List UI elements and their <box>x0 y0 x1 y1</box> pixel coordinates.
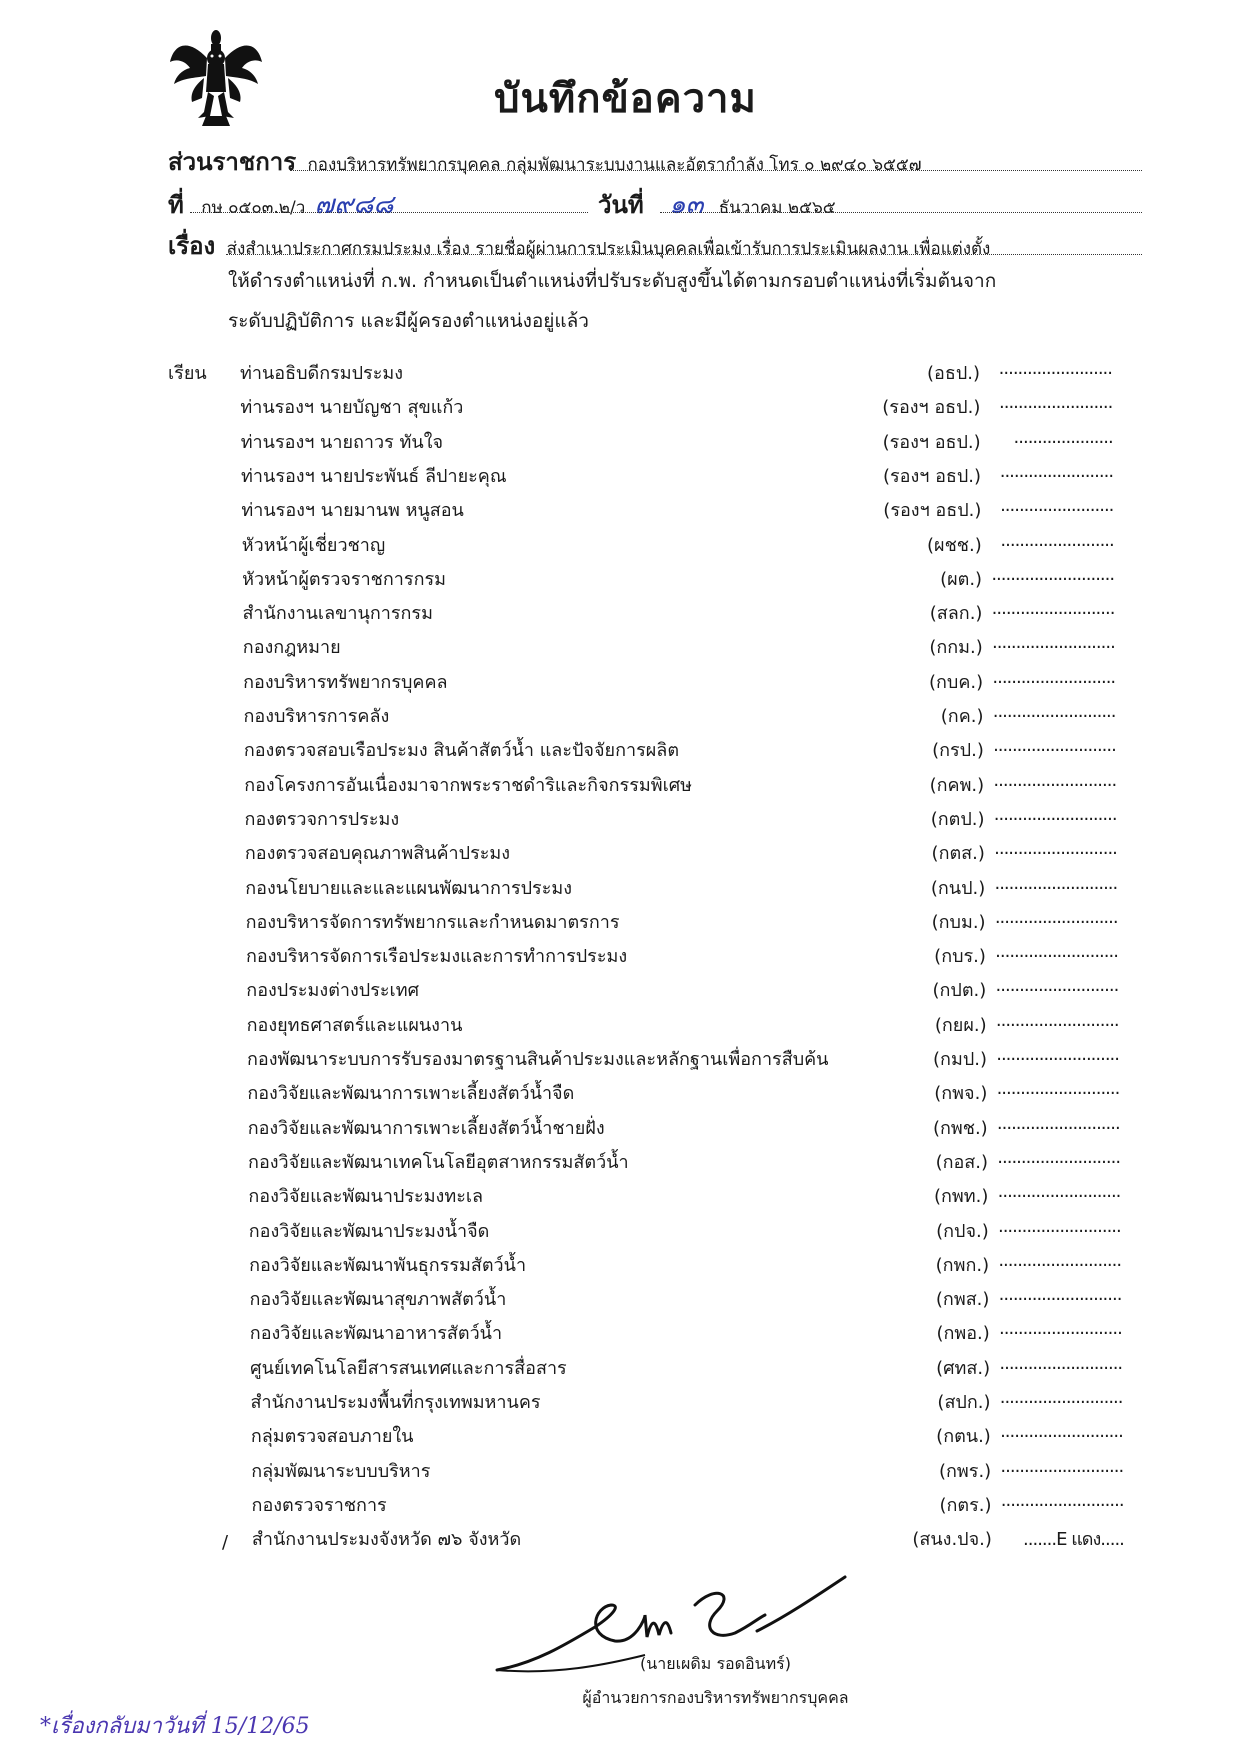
recipient-name: สำนักงานประมงพื้นที่กรุงเทพมหานคร <box>250 1392 541 1413</box>
recipient-receipt-mark: .......................... <box>996 1112 1120 1134</box>
recipient-receipt-mark: .......................... <box>998 1249 1122 1271</box>
subject-row <box>168 226 990 265</box>
recipient-name: กองพัฒนาระบบการรับรองมาตรฐานสินค้าประมงและหลักฐานเพื่อการสืบค้น <box>247 1049 829 1070</box>
recipient-receipt-mark: .......................... <box>1000 1455 1124 1477</box>
recipient-row <box>242 598 1122 632</box>
recipient-name: กองโครงการอันเนื่องมาจากพระราชดำริและกิจกรรมพิเศษ <box>244 774 693 796</box>
document-title: บันทึกข้อความ <box>494 76 757 122</box>
recipient-receipt-mark: .......................... <box>999 1387 1123 1408</box>
recipient-receipt-mark: .......................... <box>993 735 1116 757</box>
recipient-name: กองนโยบายและและแผนพัฒนาการประมง <box>245 877 573 899</box>
recipient-receipt-mark: .......................... <box>998 1284 1122 1306</box>
recipient-row <box>248 1147 1128 1181</box>
recipient-row <box>245 804 1125 838</box>
recipient-name: กองตรวจสอบเรือประมง สินค้าสัตว์น้ำ และปัจจัยการผลิต <box>243 740 680 762</box>
recipient-name: กองวิจัยและพัฒนาประมงน้ำจืด <box>248 1220 490 1242</box>
recipient-abbreviation: (กพส.) <box>935 1289 990 1311</box>
recipient-abbreviation: (กปต.) <box>932 980 987 1002</box>
recipient-row <box>246 941 1126 975</box>
recipient-row <box>245 873 1125 907</box>
recipient-name: กองวิจัยและพัฒนาประมงทะเล <box>248 1186 484 1208</box>
recipient-row <box>248 1181 1128 1215</box>
recipient-row <box>244 701 1124 735</box>
check-mark-slash: / <box>222 1532 229 1553</box>
recipient-row <box>244 735 1124 769</box>
recipient-abbreviation: (กพร.) <box>938 1460 992 1482</box>
recipient-receipt-mark: .......................... <box>995 1009 1119 1031</box>
recipient-receipt-mark: .......................... <box>991 598 1115 620</box>
recipient-receipt-mark: .......................... <box>992 701 1116 722</box>
recipient-abbreviation: (กกม.) <box>929 637 983 659</box>
recipient-row <box>241 461 1121 495</box>
recipient-receipt-mark: .......................... <box>993 769 1117 791</box>
recipient-name: กองประมงต่างประเทศ <box>246 980 420 1002</box>
recipient-row <box>247 1010 1127 1044</box>
agency-underline <box>290 170 1142 171</box>
recipient-row <box>245 838 1125 872</box>
recipient-receipt-mark: .......................... <box>994 872 1118 894</box>
recipient-row <box>252 1524 1132 1558</box>
recipient-receipt-mark: ........................ <box>1000 495 1114 517</box>
recipient-name: กองวิจัยและพัฒนาอาหารสัตว์น้ำ <box>249 1323 503 1345</box>
recipient-name: กองวิจัยและพัฒนาการเพาะเลี้ยงสัตว์น้ำชายฝั่ง <box>247 1117 605 1139</box>
recipient-abbreviation: (ผต.) <box>940 568 983 590</box>
recipient-name: กองยุทธศาสตร์และแผนงาน <box>246 1014 463 1036</box>
recipient-name: สำนักงานเลขานุการกรม <box>242 603 433 625</box>
recipient-abbreviation: (กรป.) <box>932 740 984 762</box>
recipient-name: ท่านอธิบดีกรมประมง <box>240 363 404 384</box>
agency-value: กองบริหารทรัพยากรบุคคล กลุ่มพัฒนาระบบงานและอัตรากำลัง โทร ๐ ๒๙๔๐ ๖๕๕๗ <box>307 155 922 175</box>
recipient-receipt-mark: .......................... <box>995 975 1119 997</box>
recipient-name: กองตรวจราชการ <box>251 1494 387 1516</box>
agency-label: ส่วนราชการ <box>168 148 297 176</box>
recipient-row <box>251 1421 1131 1455</box>
recipient-receipt-mark: .......................... <box>993 803 1117 825</box>
recipient-name: กองบริหารการคลัง <box>243 706 390 727</box>
recipient-receipt-mark: .......................... <box>1000 1421 1123 1443</box>
recipient-name: ท่านรองฯ นายมานพ หนูสอน <box>241 500 464 522</box>
recipient-receipt-mark: .......................... <box>994 838 1117 860</box>
recipient-abbreviation: (กพช.) <box>932 1117 988 1139</box>
recipient-row <box>241 495 1121 529</box>
recipient-name: กลุ่มตรวจสอบภายใน <box>250 1426 414 1448</box>
handwritten-return-note: *เรื่องกลับมาวันที่ 15/12/65 <box>40 1714 310 1739</box>
recipient-abbreviation: (กพอ.) <box>936 1323 990 1345</box>
recipient-receipt-mark: .......................... <box>997 1146 1121 1168</box>
subject-label: เรื่อง <box>168 232 216 260</box>
signer-position: ผู้อำนวยการกองบริหารทรัพยากรบุคคล <box>582 1688 849 1707</box>
recipient-row <box>251 1387 1131 1421</box>
recipient-row <box>242 564 1122 598</box>
recipient-row <box>242 530 1122 564</box>
subject-line-2: ให้ดำรงตำแหน่งที่ ก.พ. กำหนดเป็นตำแหน่งที่ปรับระดับสูงขึ้นได้ตามกรอบตำแหน่งที่เริ่มต้นจาก <box>228 270 997 292</box>
recipient-abbreviation: (รองฯ อธป.) <box>882 465 982 487</box>
recipient-row <box>244 770 1124 804</box>
subject-underline <box>226 254 1142 255</box>
recipient-name: สำนักงานประมงจังหวัด ๗๖ จังหวัด <box>251 1529 522 1551</box>
date-label: วันที่ <box>598 191 644 219</box>
recipient-name: กองบริหารจัดการเรือประมงและการทำการประมง <box>245 946 628 968</box>
reference-underline <box>190 212 588 213</box>
recipient-row <box>250 1353 1130 1387</box>
recipient-row <box>240 358 1120 392</box>
recipient-name: กองกฎหมาย <box>242 637 341 659</box>
recipient-abbreviation: (กตน.) <box>936 1426 991 1448</box>
recipient-abbreviation: (กคพ.) <box>929 774 985 796</box>
recipient-name: กองวิจัยและพัฒนาการเพาะเลี้ยงสัตว์น้ำจืด <box>247 1083 575 1105</box>
recipient-abbreviation: (สนง.ปจ.) <box>912 1529 992 1551</box>
recipient-receipt-mark: .......................... <box>997 1181 1121 1203</box>
recipient-abbreviation: (รองฯ อธป.) <box>882 431 981 453</box>
recipient-receipt-mark: .......................... <box>997 1215 1121 1237</box>
recipient-row <box>249 1216 1129 1250</box>
salutation: เรียน <box>168 363 207 384</box>
recipient-receipt-mark: .......................... <box>999 1318 1122 1340</box>
recipient-abbreviation: (รองฯ อธป.) <box>882 397 981 419</box>
recipient-abbreviation: (กตร.) <box>939 1494 992 1516</box>
reference-label: ที่ <box>168 191 184 219</box>
recipient-receipt-mark: .......................... <box>999 1352 1123 1374</box>
recipient-abbreviation: (กค.) <box>940 706 984 727</box>
recipient-abbreviation: (ผชช.) <box>927 534 982 556</box>
recipient-name: กองบริหารจัดการทรัพยากรและกำหนดมาตรการ <box>245 911 620 933</box>
recipient-name: ท่านรองฯ นายถาวร ทันใจ <box>240 431 444 453</box>
recipient-abbreviation: (สปก.) <box>937 1392 991 1413</box>
recipient-name: กองวิจัยและพัฒนาเทคโนโลยีอุตสาหกรรมสัตว์น้ำ <box>248 1151 629 1173</box>
recipient-receipt-mark: ........................ <box>999 392 1113 414</box>
recipient-row <box>251 1456 1131 1490</box>
recipient-receipt-mark: .......E แดง..... <box>1023 1529 1124 1551</box>
date-value: ธันวาคม ๒๕๖๕ <box>718 198 836 218</box>
recipient-row <box>249 1284 1129 1318</box>
date-underline <box>660 212 1142 213</box>
recipient-abbreviation: (กยผ.) <box>934 1014 987 1036</box>
recipient-abbreviation: (อธป.) <box>927 363 980 384</box>
recipient-abbreviation: (กอส.) <box>935 1151 989 1173</box>
recipient-name: กองวิจัยและพัฒนาพันธุกรรมสัตว์น้ำ <box>249 1254 527 1276</box>
recipient-name: ศูนย์เทคโนโลยีสารสนเทศและการสื่อสาร <box>250 1357 567 1379</box>
recipient-receipt-mark: ..................... <box>1013 426 1113 448</box>
recipient-receipt-mark: ........................ <box>999 460 1114 482</box>
recipient-abbreviation: (กพก.) <box>935 1254 990 1276</box>
recipient-row <box>240 392 1120 426</box>
recipient-row <box>249 1250 1129 1284</box>
recipient-receipt-mark: ........................ <box>1000 529 1114 551</box>
reference-number-handwritten: ๗๙๘๘ <box>314 190 394 220</box>
recipient-receipt-mark: .......................... <box>991 563 1115 585</box>
recipient-abbreviation: (กบม.) <box>931 911 986 933</box>
recipient-receipt-mark: .......................... <box>994 906 1118 928</box>
recipient-abbreviation: (สลก.) <box>929 603 983 625</box>
recipient-abbreviation: (รองฯ อธป.) <box>883 500 982 522</box>
recipient-name: กองวิจัยและพัฒนาสุขภาพสัตว์น้ำ <box>249 1289 507 1311</box>
recipient-row <box>250 1318 1130 1352</box>
recipient-row <box>243 667 1123 701</box>
recipient-row <box>246 907 1126 941</box>
recipient-receipt-mark: ........................ <box>998 358 1112 379</box>
date-day-handwritten: ๑๓ <box>669 190 704 220</box>
date-row <box>598 184 836 225</box>
recipient-name: กองตรวจสอบคุณภาพสินค้าประมง <box>244 843 511 865</box>
recipient-receipt-mark: .......................... <box>992 632 1115 654</box>
signer-name: (นายเผดิม รอดอินทร์) <box>640 1654 791 1673</box>
recipient-receipt-mark: .......................... <box>996 1078 1120 1100</box>
recipient-name: หัวหน้าผู้ตรวจราชการกรม <box>242 568 446 590</box>
recipient-abbreviation: (กบค.) <box>929 671 984 693</box>
recipient-name: กลุ่มพัฒนาระบบบริหาร <box>251 1460 431 1482</box>
reference-row <box>168 184 393 225</box>
recipient-name: กองตรวจการประมง <box>244 808 400 830</box>
recipient-receipt-mark: .......................... <box>995 941 1118 963</box>
reference-value: กษ ๐๕๐๓.๒/ว <box>201 198 306 218</box>
recipient-abbreviation: (กพจ.) <box>934 1083 988 1105</box>
recipient-name: ท่านรองฯ นายประพันธ์ ลีปายะคุณ <box>241 465 507 487</box>
recipient-row <box>243 632 1123 666</box>
recipient-abbreviation: (กนป.) <box>930 877 986 899</box>
recipient-receipt-mark: .......................... <box>992 666 1116 688</box>
recipient-receipt-mark: .......................... <box>996 1044 1119 1065</box>
recipient-row <box>252 1490 1132 1524</box>
subject-line-3: ระดับปฏิบัติการ และมีผู้ครองตำแหน่งอยู่แล้ว <box>228 310 589 332</box>
recipient-abbreviation: (กตป.) <box>930 808 985 830</box>
recipient-row <box>246 975 1126 1009</box>
recipient-receipt-mark: .......................... <box>1000 1489 1124 1511</box>
recipient-row <box>241 427 1121 461</box>
recipient-abbreviation: (กพท.) <box>933 1186 989 1208</box>
agency-row <box>168 142 922 181</box>
recipient-abbreviation: (กบร.) <box>934 946 986 968</box>
recipient-name: กองบริหารทรัพยากรบุคคล <box>243 671 448 693</box>
recipient-abbreviation: (กตส.) <box>931 843 985 865</box>
recipient-row <box>247 1044 1127 1078</box>
recipient-abbreviation: (ศทส.) <box>936 1357 991 1379</box>
recipient-row <box>248 1113 1128 1147</box>
recipient-row <box>247 1078 1127 1112</box>
recipient-abbreviation: (กมป.) <box>933 1049 987 1070</box>
recipient-abbreviation: (กปจ.) <box>936 1220 989 1242</box>
recipient-name: หัวหน้าผู้เชี่ยวชาญ <box>241 534 386 556</box>
subject-line-1: ส่งสำเนาประกาศกรมประมง เรื่อง รายชื่อผู้ผ่านการประเมินบุคคลเพื่อเข้ารับการประเมินผลงาน เพื่อแต่งตั้ง <box>226 239 991 259</box>
recipient-name: ท่านรองฯ นายบัญชา สุขแก้ว <box>240 397 464 419</box>
